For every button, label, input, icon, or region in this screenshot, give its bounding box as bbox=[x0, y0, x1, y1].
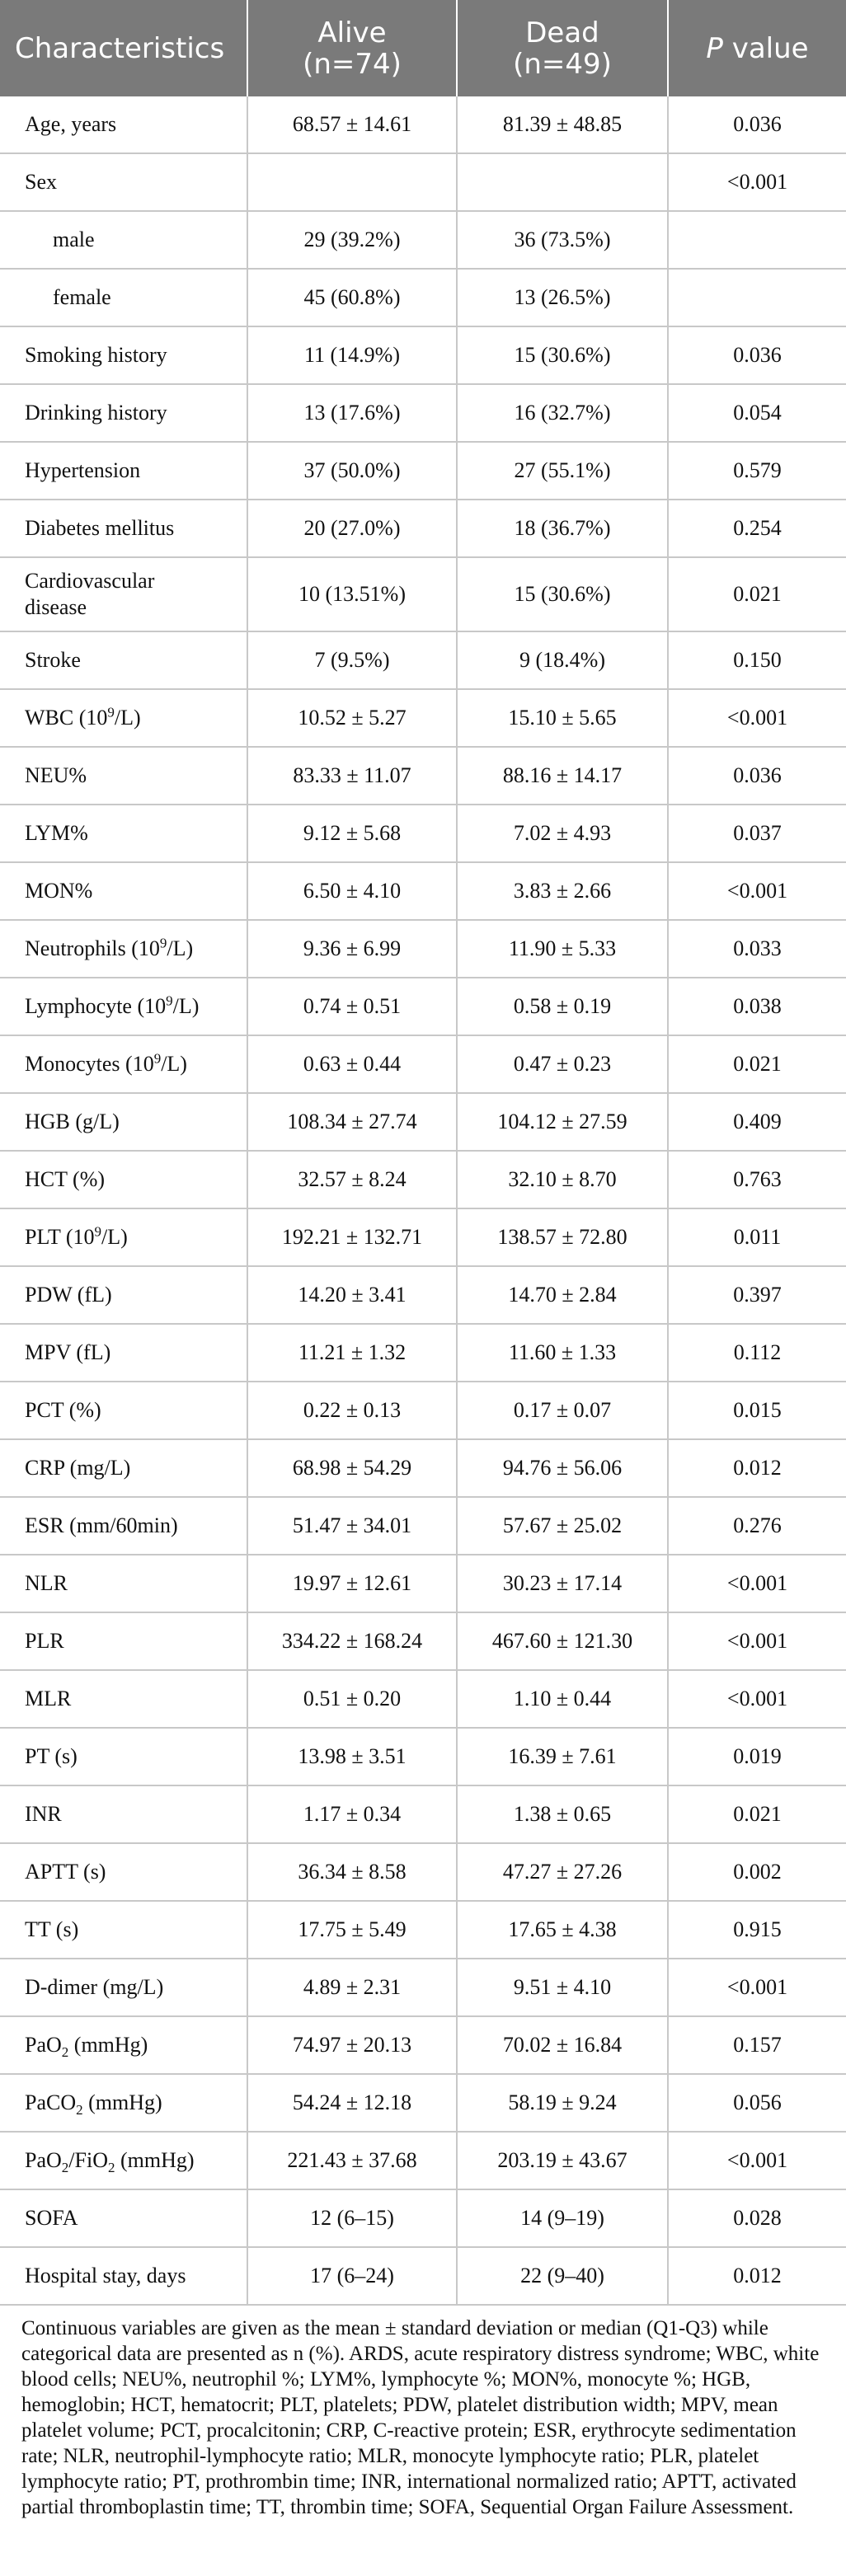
row-p-value: <0.001 bbox=[668, 1959, 846, 2016]
row-characteristic: TT (s) bbox=[0, 1901, 247, 1959]
header-dead: Dead (n=49) bbox=[457, 0, 668, 96]
table-row bbox=[0, 920, 846, 978]
row-dead-value: 11.60 ± 1.33 bbox=[457, 1324, 668, 1382]
row-dead-value: 11.90 ± 5.33 bbox=[457, 920, 668, 978]
row-characteristic: WBC $(10^9/L)$ bbox=[0, 689, 247, 747]
header-characteristics: Characteristics bbox=[0, 0, 247, 96]
row-characteristic: Monocytes $(10^9/L)$ bbox=[0, 1035, 247, 1093]
row-p-value bbox=[668, 269, 846, 326]
row-dead-value: 15.10 ± 5.65 bbox=[457, 689, 668, 747]
row-p-value: 0.038 bbox=[668, 978, 846, 1035]
row-p-value: <0.001 bbox=[668, 2132, 846, 2189]
row-p-value: 0.012 bbox=[668, 1439, 846, 1497]
table-row bbox=[0, 1151, 846, 1208]
row-characteristic: Lymphocyte $(10^9/L)$ bbox=[0, 978, 247, 1035]
table-row bbox=[0, 1208, 846, 1266]
table-row bbox=[0, 2132, 846, 2189]
row-dead-value: 104.12 ± 27.59 bbox=[457, 1093, 668, 1151]
row-characteristic: PaO$_2$/FiO$_2$ (mmHg) bbox=[0, 2132, 247, 2189]
table-row bbox=[0, 1324, 846, 1382]
row-alive-value: 54.24 ± 12.18 bbox=[247, 2074, 457, 2132]
row-dead-value: 14 (9–19) bbox=[457, 2189, 668, 2247]
table-row bbox=[0, 1843, 846, 1901]
header-alive: Alive (n=74) bbox=[247, 0, 457, 96]
row-characteristic: HGB (g/L) bbox=[0, 1093, 247, 1151]
row-alive-value: 0.63 ± 0.44 bbox=[247, 1035, 457, 1093]
table-footnote: Continuous variables are given as the mean ± standard deviation or median (Q1-Q3) while categorical data are presented as n (%). ARDS, acute respiratory distress syndrome; WBC, white blood cells; NEU%, neutrophil %; LYM%, lymphocyte %; MON%, monocyte %; HGB, hemoglobin; HCT, hematocrit; PLT, platelets; PDW, platelet distribution width; MPV, mean platelet volume; PCT, procalcitonin; CRP, C-reactive protein; ESR, erythrocyte sedimentation rate; NLR, neutrophil-lymphocyte ratio; MLR, monocyte lymphocyte ratio; PLR, platelet lymphocyte ratio; PT, prothrombin time; INR, international normalized ratio; APTT, activated partial thromboplastin time; TT, thrombin time; SOFA, Sequential Organ Failure Assessment. bbox=[21, 2317, 820, 2518]
table-row bbox=[0, 1439, 846, 1497]
row-p-value: 0.763 bbox=[668, 1151, 846, 1208]
row-dead-value: 1.10 ± 0.44 bbox=[457, 1670, 668, 1728]
row-alive-value: 13 (17.6%) bbox=[247, 384, 457, 442]
row-characteristic: D-dimer (mg/L) bbox=[0, 1959, 247, 2016]
table-row bbox=[0, 631, 846, 689]
row-characteristic: PDW (fL) bbox=[0, 1266, 247, 1324]
row-characteristic: ESR (mm/60min) bbox=[0, 1497, 247, 1555]
row-alive-value: 17.75 ± 5.49 bbox=[247, 1901, 457, 1959]
row-dead-value: 138.57 ± 72.80 bbox=[457, 1208, 668, 1266]
row-dead-value: 27 (55.1%) bbox=[457, 442, 668, 500]
table-row bbox=[0, 1670, 846, 1728]
table-row bbox=[0, 805, 846, 862]
row-p-value: 0.112 bbox=[668, 1324, 846, 1382]
row-characteristic: Drinking history bbox=[0, 384, 247, 442]
row-dead-value: 81.39 ± 48.85 bbox=[457, 96, 668, 153]
row-p-value: 0.056 bbox=[668, 2074, 846, 2132]
row-p-value: 0.157 bbox=[668, 2016, 846, 2074]
table-row bbox=[0, 442, 846, 500]
row-dead-value: 16 (32.7%) bbox=[457, 384, 668, 442]
table-row bbox=[0, 1785, 846, 1843]
row-p-value: 0.036 bbox=[668, 747, 846, 805]
row-dead-value: 9 (18.4%) bbox=[457, 631, 668, 689]
row-p-value: 0.054 bbox=[668, 384, 846, 442]
row-alive-value: 11.21 ± 1.32 bbox=[247, 1324, 457, 1382]
table-row bbox=[0, 1382, 846, 1439]
row-p-value: 0.254 bbox=[668, 500, 846, 557]
row-characteristic: Age, years bbox=[0, 96, 247, 153]
table-row bbox=[0, 1497, 846, 1555]
row-p-value: 0.579 bbox=[668, 442, 846, 500]
row-alive-value: 6.50 ± 4.10 bbox=[247, 862, 457, 920]
table-row bbox=[0, 1093, 846, 1151]
table-row bbox=[0, 1555, 846, 1612]
table-row bbox=[0, 862, 846, 920]
row-alive-value: 32.57 ± 8.24 bbox=[247, 1151, 457, 1208]
row-dead-value: 15 (30.6%) bbox=[457, 326, 668, 384]
row-p-value: 0.409 bbox=[668, 1093, 846, 1151]
row-dead-value: 18 (36.7%) bbox=[457, 500, 668, 557]
row-characteristic: Hypertension bbox=[0, 442, 247, 500]
row-characteristic: PLT $(10^9/L)$ bbox=[0, 1208, 247, 1266]
row-characteristic: MON% bbox=[0, 862, 247, 920]
row-p-value: <0.001 bbox=[668, 1612, 846, 1670]
table-row bbox=[0, 153, 846, 211]
row-dead-value: 70.02 ± 16.84 bbox=[457, 2016, 668, 2074]
row-alive-value: 29 (39.2%) bbox=[247, 211, 457, 269]
row-alive-value: 0.51 ± 0.20 bbox=[247, 1670, 457, 1728]
row-dead-value bbox=[457, 153, 668, 211]
row-dead-value: 94.76 ± 56.06 bbox=[457, 1439, 668, 1497]
row-alive-value: 0.74 ± 0.51 bbox=[247, 978, 457, 1035]
row-dead-value: 9.51 ± 4.10 bbox=[457, 1959, 668, 2016]
row-alive-value: 83.33 ± 11.07 bbox=[247, 747, 457, 805]
table-row bbox=[0, 500, 846, 557]
row-dead-value: 22 (9–40) bbox=[457, 2247, 668, 2305]
row-alive-value: 7 (9.5%) bbox=[247, 631, 457, 689]
row-p-value: 0.037 bbox=[668, 805, 846, 862]
row-p-value: 0.033 bbox=[668, 920, 846, 978]
table-header bbox=[0, 0, 846, 96]
row-dead-value: 13 (26.5%) bbox=[457, 269, 668, 326]
row-alive-value bbox=[247, 153, 457, 211]
row-alive-value: 9.12 ± 5.68 bbox=[247, 805, 457, 862]
row-characteristic: SOFA bbox=[0, 2189, 247, 2247]
row-dead-value: 88.16 ± 14.17 bbox=[457, 747, 668, 805]
row-dead-value: 3.83 ± 2.66 bbox=[457, 862, 668, 920]
row-dead-value: 0.47 ± 0.23 bbox=[457, 1035, 668, 1093]
row-alive-value: 74.97 ± 20.13 bbox=[247, 2016, 457, 2074]
row-alive-value: 68.57 ± 14.61 bbox=[247, 96, 457, 153]
row-dead-value: 17.65 ± 4.38 bbox=[457, 1901, 668, 1959]
row-characteristic: MPV (fL) bbox=[0, 1324, 247, 1382]
row-alive-value: 68.98 ± 54.29 bbox=[247, 1439, 457, 1497]
row-characteristic: INR bbox=[0, 1785, 247, 1843]
row-p-value: <0.001 bbox=[668, 153, 846, 211]
row-alive-value: 37 (50.0%) bbox=[247, 442, 457, 500]
row-p-value: 0.397 bbox=[668, 1266, 846, 1324]
row-characteristic: NEU% bbox=[0, 747, 247, 805]
table-row bbox=[0, 2247, 846, 2305]
row-dead-value: 1.38 ± 0.65 bbox=[457, 1785, 668, 1843]
table-row bbox=[0, 384, 846, 442]
row-alive-value: 11 (14.9%) bbox=[247, 326, 457, 384]
row-alive-value: 17 (6–24) bbox=[247, 2247, 457, 2305]
row-p-value: 0.036 bbox=[668, 326, 846, 384]
row-alive-value: 221.43 ± 37.68 bbox=[247, 2132, 457, 2189]
row-p-value: 0.150 bbox=[668, 631, 846, 689]
row-p-value: 0.002 bbox=[668, 1843, 846, 1901]
row-p-value: 0.015 bbox=[668, 1382, 846, 1439]
row-alive-value: 13.98 ± 3.51 bbox=[247, 1728, 457, 1785]
header-p-value: P value bbox=[668, 0, 846, 96]
row-p-value: <0.001 bbox=[668, 862, 846, 920]
table-row bbox=[0, 326, 846, 384]
row-p-value: 0.915 bbox=[668, 1901, 846, 1959]
row-p-value: <0.001 bbox=[668, 1555, 846, 1612]
row-characteristic: female bbox=[0, 269, 247, 326]
row-characteristic: APTT (s) bbox=[0, 1843, 247, 1901]
row-p-value: 0.021 bbox=[668, 1035, 846, 1093]
table-row bbox=[0, 747, 846, 805]
row-dead-value: 203.19 ± 43.67 bbox=[457, 2132, 668, 2189]
row-characteristic: PLR bbox=[0, 1612, 247, 1670]
row-characteristic: HCT (%) bbox=[0, 1151, 247, 1208]
row-dead-value: 467.60 ± 121.30 bbox=[457, 1612, 668, 1670]
row-alive-value: 10.52 ± 5.27 bbox=[247, 689, 457, 747]
row-p-value: 0.036 bbox=[668, 96, 846, 153]
table-row bbox=[0, 1035, 846, 1093]
row-p-value: 0.012 bbox=[668, 2247, 846, 2305]
row-alive-value: 20 (27.0%) bbox=[247, 500, 457, 557]
row-characteristic: PCT (%) bbox=[0, 1382, 247, 1439]
table-row bbox=[0, 1728, 846, 1785]
row-p-value: 0.276 bbox=[668, 1497, 846, 1555]
row-characteristic: Cardiovascular disease bbox=[0, 557, 247, 631]
row-alive-value: 1.17 ± 0.34 bbox=[247, 1785, 457, 1843]
row-p-value: 0.021 bbox=[668, 1785, 846, 1843]
row-alive-value: 14.20 ± 3.41 bbox=[247, 1266, 457, 1324]
table-row bbox=[0, 557, 846, 631]
row-characteristic: PT (s) bbox=[0, 1728, 247, 1785]
row-dead-value: 0.58 ± 0.19 bbox=[457, 978, 668, 1035]
row-dead-value: 7.02 ± 4.93 bbox=[457, 805, 668, 862]
table-row bbox=[0, 689, 846, 747]
row-characteristic: NLR bbox=[0, 1555, 247, 1612]
row-alive-value: 51.47 ± 34.01 bbox=[247, 1497, 457, 1555]
row-p-value: 0.028 bbox=[668, 2189, 846, 2247]
row-p-value: 0.021 bbox=[668, 557, 846, 631]
row-alive-value: 334.22 ± 168.24 bbox=[247, 1612, 457, 1670]
row-p-value bbox=[668, 211, 846, 269]
table-row bbox=[0, 978, 846, 1035]
row-dead-value: 14.70 ± 2.84 bbox=[457, 1266, 668, 1324]
row-characteristic: Neutrophils $(10^9/L)$ bbox=[0, 920, 247, 978]
row-characteristic: Stroke bbox=[0, 631, 247, 689]
row-dead-value: 30.23 ± 17.14 bbox=[457, 1555, 668, 1612]
row-dead-value: 32.10 ± 8.70 bbox=[457, 1151, 668, 1208]
row-alive-value: 36.34 ± 8.58 bbox=[247, 1843, 457, 1901]
table-row bbox=[0, 269, 846, 326]
row-characteristic: male bbox=[0, 211, 247, 269]
row-alive-value: 19.97 ± 12.61 bbox=[247, 1555, 457, 1612]
row-characteristic: PaO$_2$ (mmHg) bbox=[0, 2016, 247, 2074]
row-dead-value: 16.39 ± 7.61 bbox=[457, 1728, 668, 1785]
row-characteristic: Sex bbox=[0, 153, 247, 211]
row-dead-value: 0.17 ± 0.07 bbox=[457, 1382, 668, 1439]
table-row bbox=[0, 1901, 846, 1959]
row-alive-value: 10 (13.51%) bbox=[247, 557, 457, 631]
row-characteristic: Smoking history bbox=[0, 326, 247, 384]
row-characteristic: MLR bbox=[0, 1670, 247, 1728]
table-row bbox=[0, 2074, 846, 2132]
row-dead-value: 36 (73.5%) bbox=[457, 211, 668, 269]
table-row bbox=[0, 2189, 846, 2247]
row-alive-value: 45 (60.8%) bbox=[247, 269, 457, 326]
row-alive-value: 0.22 ± 0.13 bbox=[247, 1382, 457, 1439]
table-row bbox=[0, 1266, 846, 1324]
row-alive-value: 192.21 ± 132.71 bbox=[247, 1208, 457, 1266]
row-p-value: 0.011 bbox=[668, 1208, 846, 1266]
row-characteristic: Hospital stay, days bbox=[0, 2247, 247, 2305]
table-row bbox=[0, 211, 846, 269]
row-alive-value: 9.36 ± 6.99 bbox=[247, 920, 457, 978]
row-alive-value: 12 (6–15) bbox=[247, 2189, 457, 2247]
row-characteristic: Diabetes mellitus bbox=[0, 500, 247, 557]
table-row bbox=[0, 2016, 846, 2074]
row-alive-value: 4.89 ± 2.31 bbox=[247, 1959, 457, 2016]
table-row bbox=[0, 96, 846, 153]
row-p-value: <0.001 bbox=[668, 1670, 846, 1728]
table-row bbox=[0, 1612, 846, 1670]
table-body bbox=[0, 96, 846, 2305]
row-dead-value: 47.27 ± 27.26 bbox=[457, 1843, 668, 1901]
row-p-value: 0.019 bbox=[668, 1728, 846, 1785]
row-p-value: <0.001 bbox=[668, 689, 846, 747]
row-characteristic: PaCO$_2$ (mmHg) bbox=[0, 2074, 247, 2132]
row-characteristic: LYM% bbox=[0, 805, 247, 862]
row-dead-value: 15 (30.6%) bbox=[457, 557, 668, 631]
row-characteristic: CRP (mg/L) bbox=[0, 1439, 247, 1497]
row-dead-value: 57.67 ± 25.02 bbox=[457, 1497, 668, 1555]
row-alive-value: 108.34 ± 27.74 bbox=[247, 1093, 457, 1151]
row-dead-value: 58.19 ± 9.24 bbox=[457, 2074, 668, 2132]
table-row bbox=[0, 1959, 846, 2016]
